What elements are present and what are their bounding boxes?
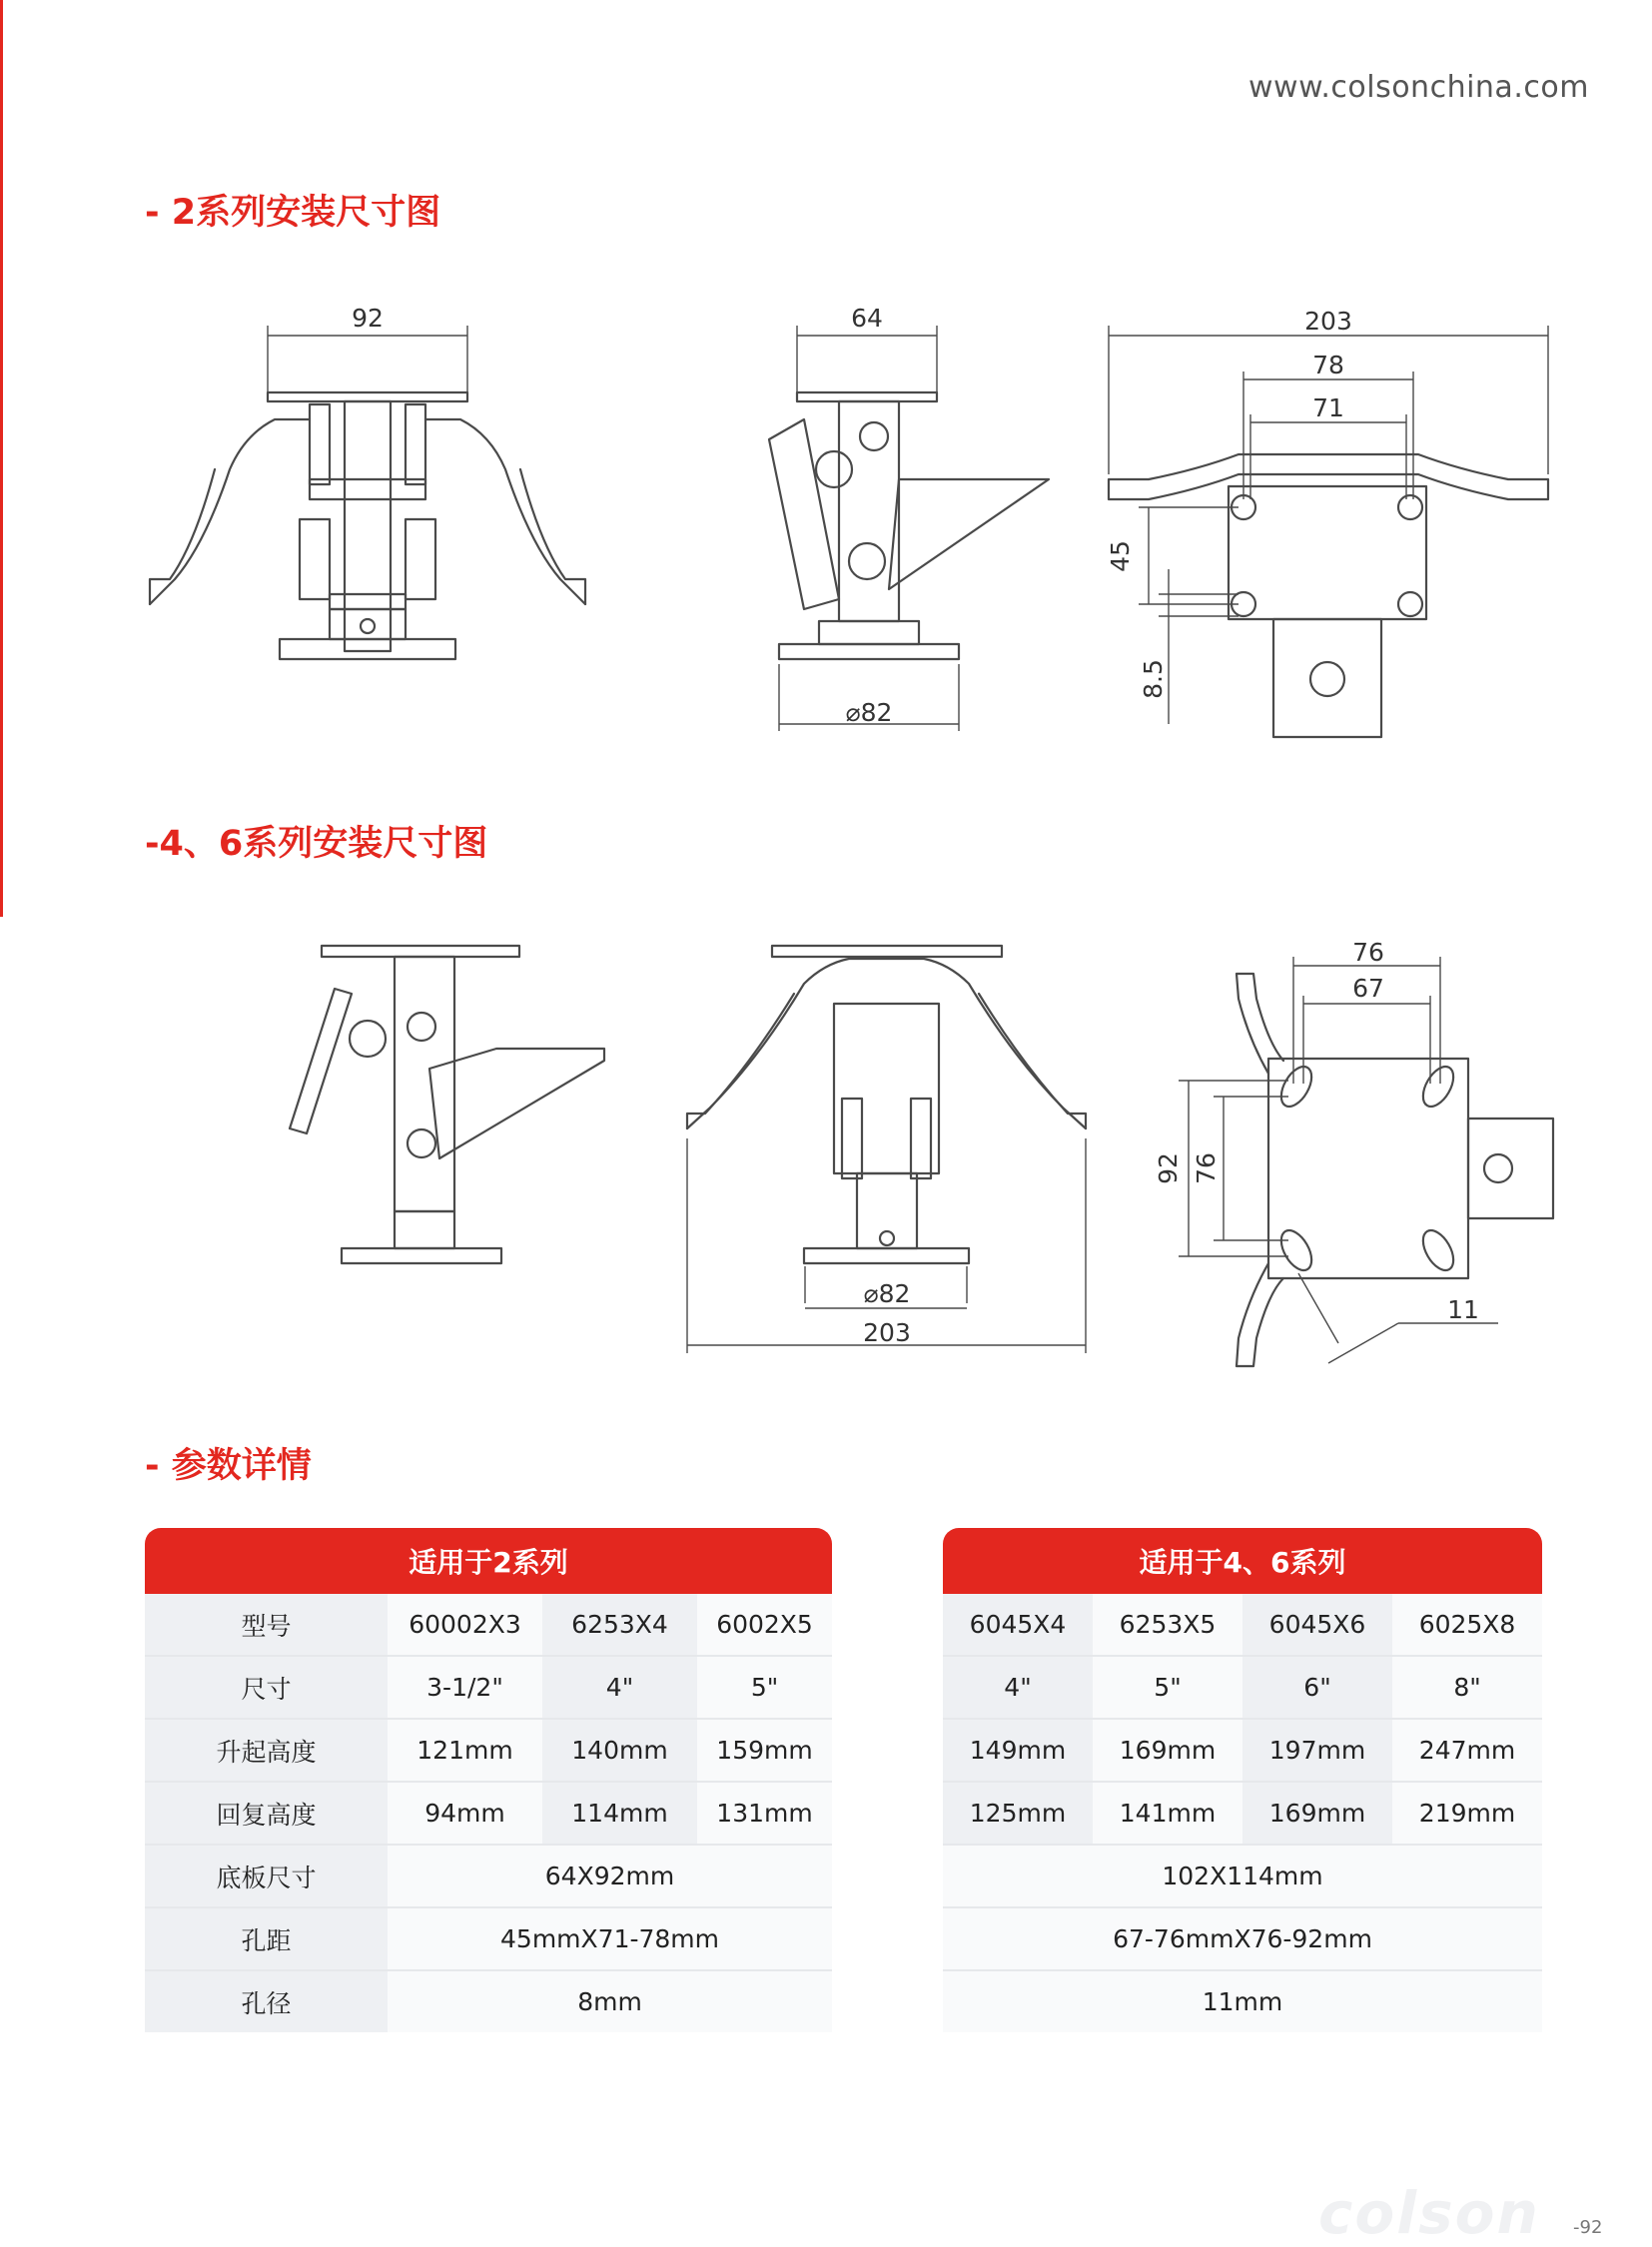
table-cell: 4": [943, 1656, 1093, 1719]
dim-203: 203: [1304, 307, 1352, 336]
table-cell: 60002X3: [388, 1594, 542, 1656]
drawing-series2-side: [769, 304, 1049, 731]
table-cell: 5": [1093, 1656, 1242, 1719]
section-title-parameters: - 参数详情: [145, 1446, 312, 1486]
table-cell-merged: 64X92mm: [388, 1845, 832, 1907]
section-title-series-4-6: -4、6系列安装尺寸图: [145, 824, 488, 864]
table-cell: 149mm: [943, 1719, 1093, 1782]
dim-92-vertical: 92: [1154, 1152, 1183, 1184]
page-number: -92: [1573, 2217, 1603, 2238]
website-url: www.colsonchina.com: [1248, 70, 1589, 105]
table-cell: 6253X4: [542, 1594, 697, 1656]
table-row: [943, 1719, 1542, 1782]
table-row: [943, 1594, 1542, 1656]
row-label-hole-spacing: 孔距: [145, 1907, 388, 1970]
drawing-series46-side: [290, 946, 604, 1263]
dim-203-b: 203: [863, 1318, 911, 1347]
section-title-series-2: - 2系列安装尺寸图: [145, 193, 441, 233]
table-row: [145, 1656, 832, 1719]
table-cell: 6": [1242, 1656, 1392, 1719]
dim-76-vertical: 76: [1192, 1152, 1221, 1184]
dim-71: 71: [1312, 393, 1344, 422]
dim-64: 64: [851, 304, 883, 333]
dim-78: 78: [1312, 351, 1344, 379]
table-row: [145, 1594, 832, 1656]
spec-table-series-4-6: [943, 1528, 1542, 2033]
dim-11: 11: [1447, 1295, 1479, 1324]
table-cell-merged: 45mmX71-78mm: [388, 1907, 832, 1970]
table-header-series-4-6: 适用于4、6系列: [943, 1528, 1542, 1594]
table-row: [145, 1845, 832, 1907]
dim-diameter-82: ⌀82: [845, 698, 893, 727]
table-cell: 197mm: [1242, 1719, 1392, 1782]
table-cell-merged: 67-76mmX76-92mm: [943, 1907, 1542, 1970]
table-row: [943, 1970, 1542, 2033]
drawing-series2-front: [150, 304, 585, 659]
table-row: [145, 1782, 832, 1845]
spec-table-series-2: [145, 1528, 832, 2033]
table-cell: 94mm: [388, 1782, 542, 1845]
table-cell: 3-1/2": [388, 1656, 542, 1719]
row-label-hole-diameter: 孔径: [145, 1970, 388, 2033]
table-cell-merged: 11mm: [943, 1970, 1542, 2033]
row-label-size: 尺寸: [145, 1656, 388, 1719]
table-cell: 6253X5: [1093, 1594, 1242, 1656]
table-cell: 4": [542, 1656, 697, 1719]
row-label-model: 型号: [145, 1594, 388, 1656]
table-cell: 125mm: [943, 1782, 1093, 1845]
table-cell: 140mm: [542, 1719, 697, 1782]
drawing-series46-top: [1154, 938, 1553, 1366]
drawing-series2-top: [1106, 307, 1548, 737]
dim-45: 45: [1106, 540, 1135, 572]
table-row: [943, 1782, 1542, 1845]
table-cell: 6002X5: [697, 1594, 832, 1656]
row-label-return-height: 回复高度: [145, 1782, 388, 1845]
table-row: [943, 1845, 1542, 1907]
table-row: [943, 1907, 1542, 1970]
table-cell: 8": [1392, 1656, 1542, 1719]
dim-diameter-82-b: ⌀82: [863, 1279, 911, 1308]
table-cell: 6045X4: [943, 1594, 1093, 1656]
table-cell: 5": [697, 1656, 832, 1719]
table-cell: 219mm: [1392, 1782, 1542, 1845]
row-label-lift-height: 升起高度: [145, 1719, 388, 1782]
table-cell: 6025X8: [1392, 1594, 1542, 1656]
dim-8-5: 8.5: [1139, 659, 1168, 699]
table-row: [145, 1719, 832, 1782]
drawing-series46-front: [687, 946, 1086, 1353]
brand-watermark-logo: colson: [1318, 2179, 1540, 2247]
table-row: [145, 1970, 832, 2033]
table-cell-merged: 8mm: [388, 1970, 832, 2033]
table-header-series-2: 适用于2系列: [145, 1528, 832, 1594]
table-cell: 131mm: [697, 1782, 832, 1845]
dim-76-top: 76: [1352, 938, 1384, 967]
table-cell: 6045X6: [1242, 1594, 1392, 1656]
table-cell: 114mm: [542, 1782, 697, 1845]
dim-92: 92: [352, 304, 384, 333]
table-cell: 159mm: [697, 1719, 832, 1782]
table-row: [145, 1907, 832, 1970]
row-label-plate-size: 底板尺寸: [145, 1845, 388, 1907]
table-cell: 247mm: [1392, 1719, 1542, 1782]
table-row: [943, 1656, 1542, 1719]
dim-67: 67: [1352, 974, 1384, 1003]
table-cell: 169mm: [1242, 1782, 1392, 1845]
table-cell: 141mm: [1093, 1782, 1242, 1845]
table-cell: 121mm: [388, 1719, 542, 1782]
table-cell-merged: 102X114mm: [943, 1845, 1542, 1907]
table-cell: 169mm: [1093, 1719, 1242, 1782]
